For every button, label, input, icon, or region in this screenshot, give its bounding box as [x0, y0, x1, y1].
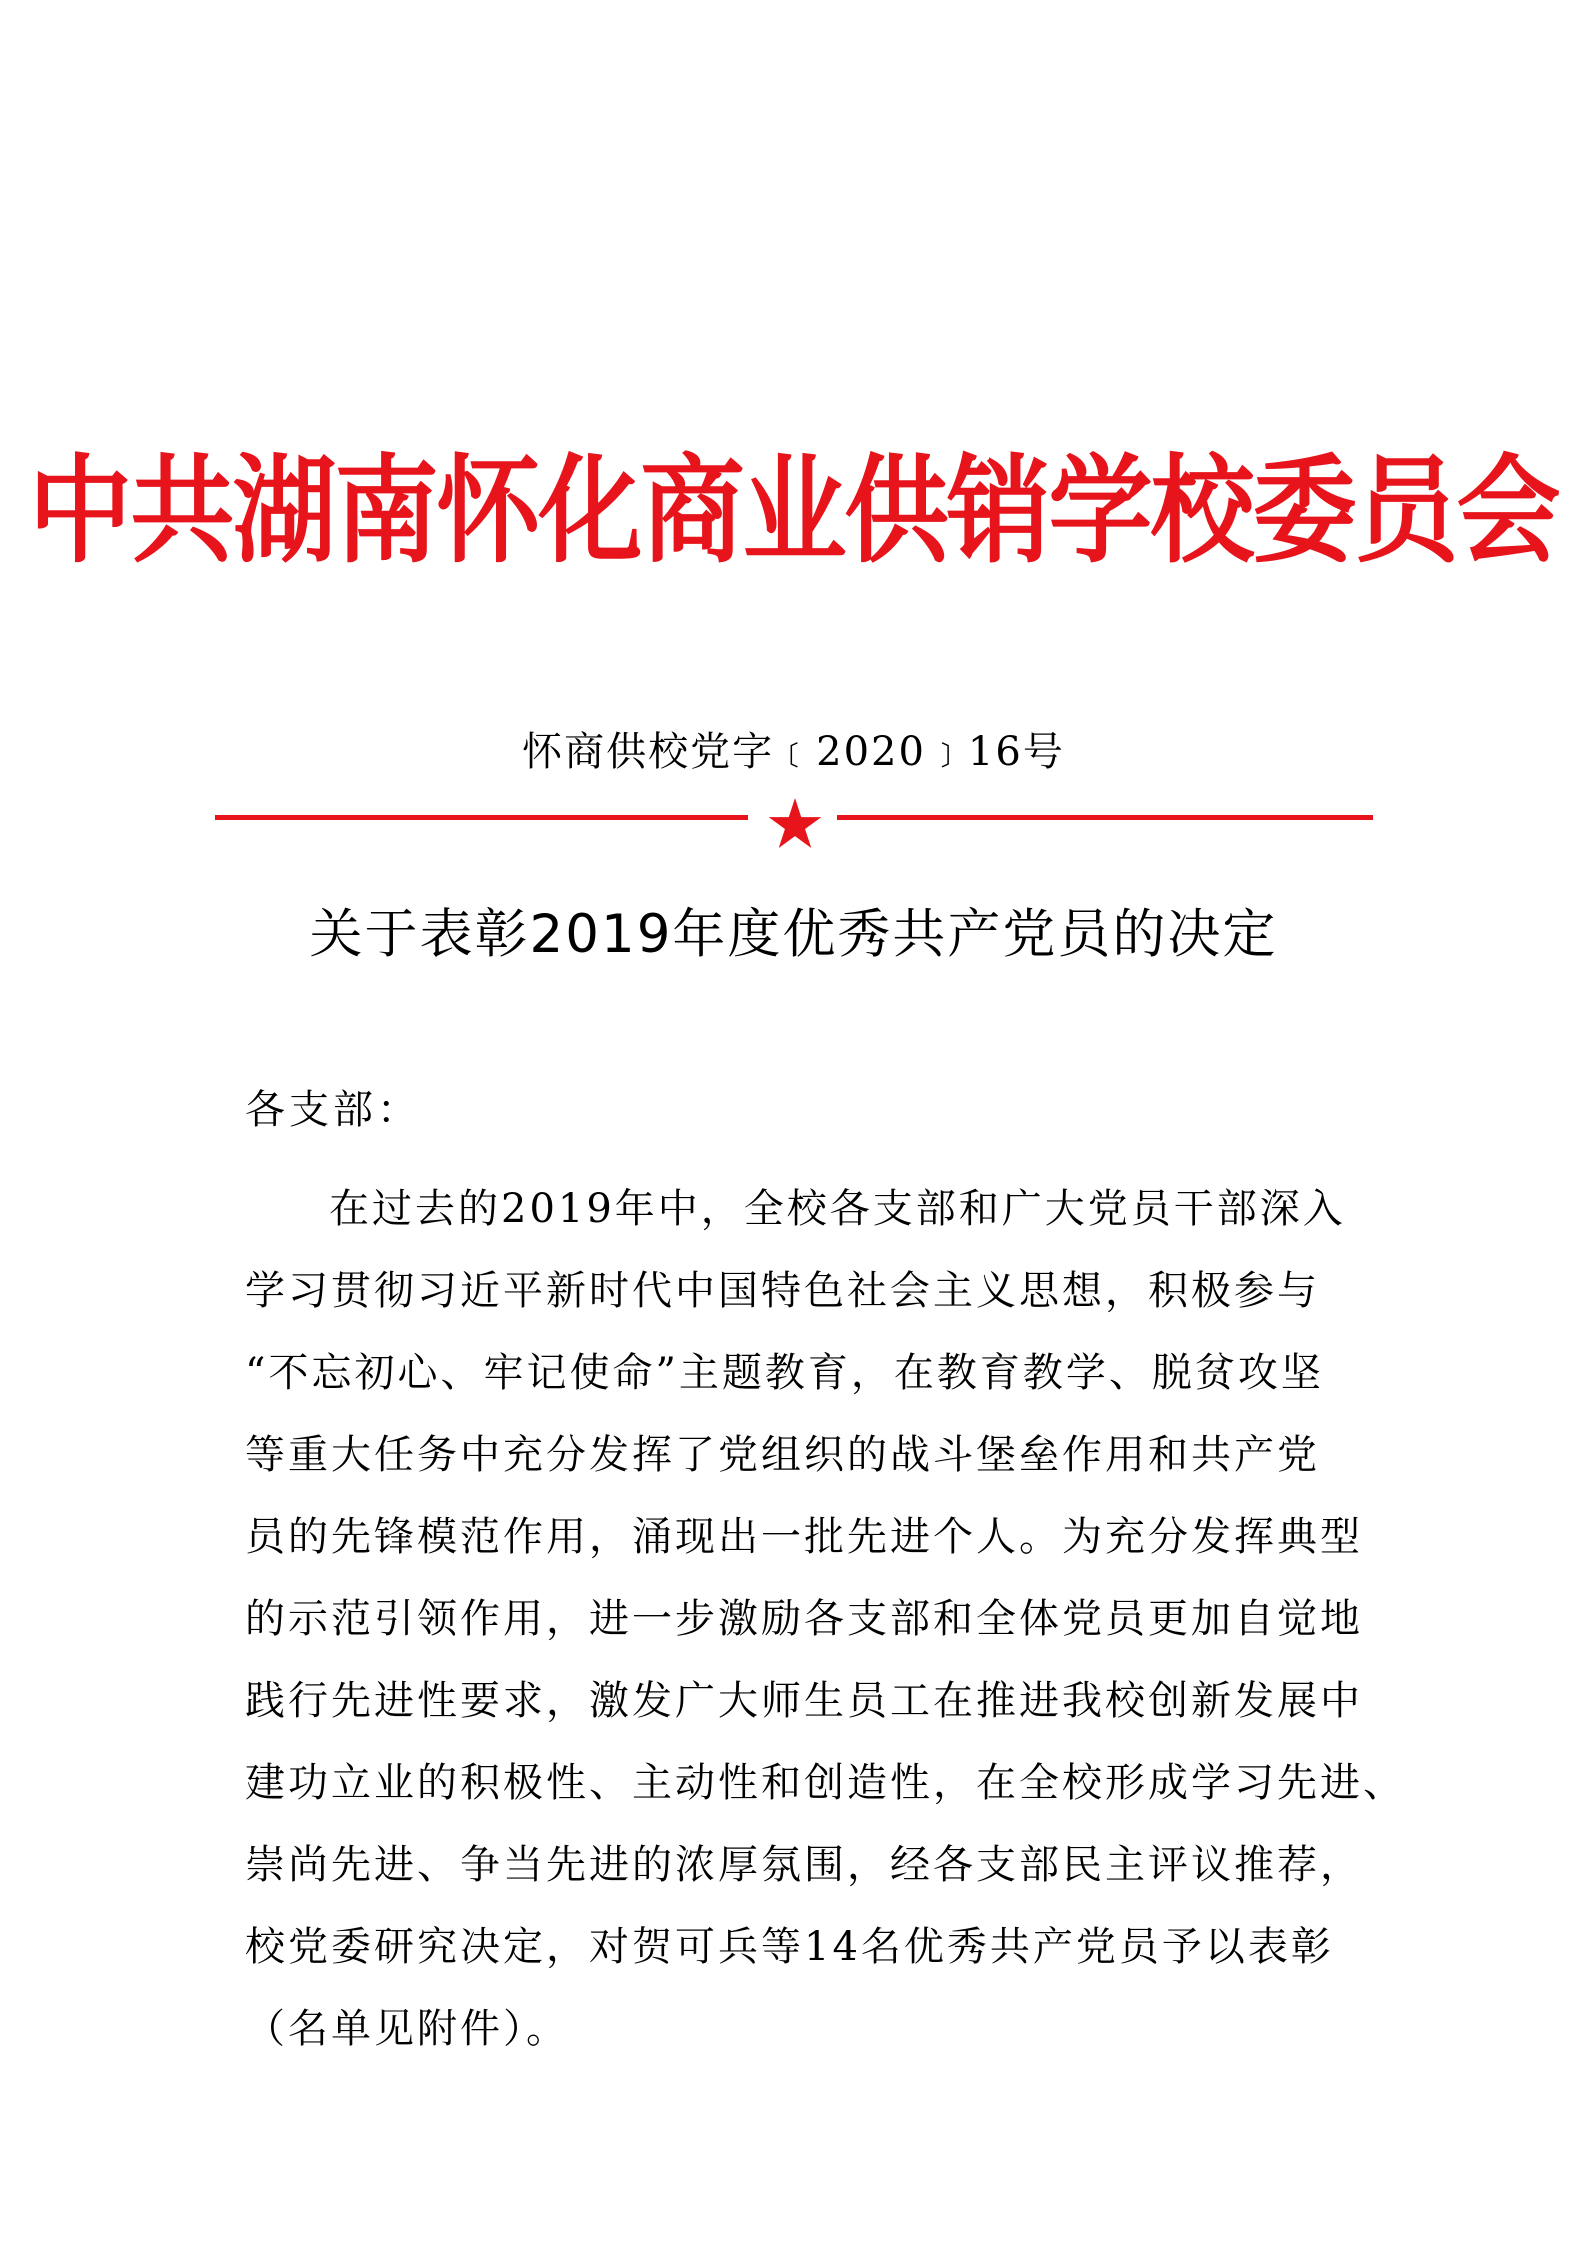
- divider-line-right: [837, 815, 1373, 820]
- body-line: 校党委研究决定，对贺可兵等14名优秀共产党员予以表彰: [245, 1924, 1334, 1970]
- body-line: 建功立业的积极性、主动性和创造性，在全校形成学习先进、: [245, 1760, 1406, 1806]
- body-line: 等重大任务中充分发挥了党组织的战斗堡垒作用和共产党: [245, 1432, 1320, 1478]
- document-number: 怀商供校党字﹝2020﹞16号: [522, 729, 1065, 775]
- body-line: 学习贯彻习近平新时代中国特色社会主义思想，积极参与: [245, 1268, 1320, 1314]
- body-line: 员的先锋模范作用，涌现出一批先进个人。为充分发挥典型: [245, 1514, 1363, 1560]
- red-divider: [215, 798, 1373, 848]
- salutation: 各支部：: [245, 1087, 421, 1133]
- body-line: 践行先进性要求，激发广大师生员工在推进我校创新发展中: [245, 1678, 1363, 1724]
- star-icon: [768, 798, 822, 848]
- body-line: （名单见附件）。: [245, 2006, 569, 2052]
- body-line: 崇尚先进、争当先进的浓厚氛围，经各支部民主评议推荐，: [245, 1842, 1363, 1888]
- body-line: “不忘初心、牢记使命”主题教育，在教育教学、脱贫攻坚: [245, 1350, 1324, 1396]
- organization-header: 中共湖南怀化商业供销学校委员会: [28, 442, 1559, 580]
- body-line: 的示范引领作用，进一步激励各支部和全体党员更加自觉地: [245, 1596, 1363, 1642]
- document-title: 关于表彰2019年度优秀共产党员的决定: [309, 904, 1278, 965]
- divider-line-left: [215, 815, 748, 820]
- body-paragraph: [245, 1168, 1406, 2070]
- body-line: 在过去的2019年中，全校各支部和广大党员干部深入: [329, 1186, 1346, 1232]
